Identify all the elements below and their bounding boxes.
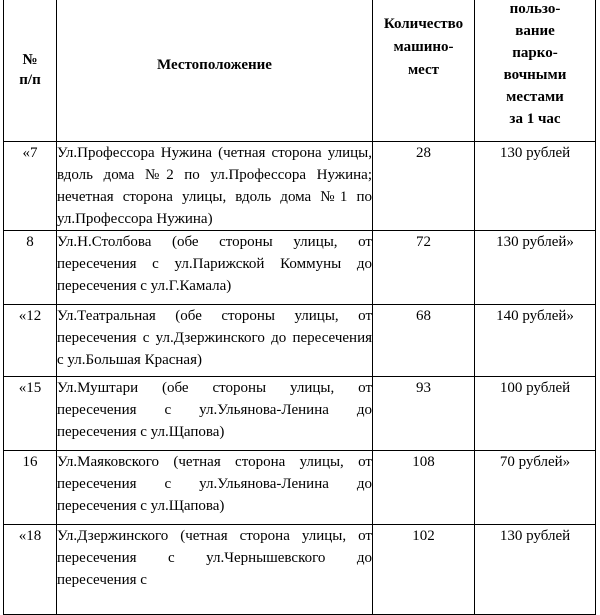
header-quantity-line2: машино- — [393, 39, 454, 55]
header-price-line3: парко- — [512, 45, 558, 61]
header-row — [4, 0, 596, 142]
row-number: 16 — [4, 451, 57, 525]
row-quantity: 68 — [373, 305, 475, 377]
row-location: Ул.Н.Столбова (обе стороны улицы, от пересечения с ул.Парижской Коммуны до пересечения с ул.Г.Камала) — [57, 231, 373, 305]
header-price-line1: пользо- — [509, 1, 561, 17]
row-quantity: 72 — [373, 231, 475, 305]
parking-table — [3, 0, 596, 615]
row-price: 130 рублей — [475, 525, 596, 615]
table-row — [4, 305, 596, 377]
row-price: 130 рублей» — [475, 231, 596, 305]
table-row — [4, 377, 596, 451]
header-number-line2: п/п — [19, 72, 41, 88]
row-quantity: 102 — [373, 525, 475, 615]
row-quantity: 93 — [373, 377, 475, 451]
row-quantity: 28 — [373, 142, 475, 231]
row-location: Ул.Театральная (обе стороны улицы, от пересечения с ул.Дзержинского до пересечения с ул.Большая Красная) — [57, 305, 373, 377]
row-price: 140 рублей» — [475, 305, 596, 377]
row-number: «18 — [4, 525, 57, 615]
header-location-label: Местоположение — [157, 57, 272, 73]
header-quantity — [373, 0, 475, 142]
row-location: Ул.Дзержинского (четная сторона улицы, от пересечения с ул.Чернышевского до пересечения с — [57, 525, 373, 615]
table-row — [4, 525, 596, 615]
row-quantity: 108 — [373, 451, 475, 525]
row-price: 70 рублей» — [475, 451, 596, 525]
header-number — [4, 0, 57, 142]
row-location: Ул.Муштари (обе стороны улицы, от пересечения с ул.Ульянова-Ленина до пересечения с ул.Щапова) — [57, 377, 373, 451]
row-price: 130 рублей — [475, 142, 596, 231]
header-location — [57, 0, 373, 142]
header-number-line1: № — [22, 52, 38, 68]
row-number: «15 — [4, 377, 57, 451]
row-location: Ул.Маяковского (четная сторона улицы, от пересечения с ул.Ульянова-Ленина до пересечения с ул.Щапова) — [57, 451, 373, 525]
header-price-line4: вочными — [503, 67, 567, 83]
header-price — [475, 0, 596, 142]
table-row — [4, 451, 596, 525]
table-row — [4, 231, 596, 305]
header-quantity-line3: мест — [407, 62, 440, 78]
header-price-line6: за 1 час — [509, 111, 561, 127]
header-price-line2: вание — [515, 23, 555, 39]
row-number: 8 — [4, 231, 57, 305]
row-number: «7 — [4, 142, 57, 231]
header-quantity-line1: Количество — [383, 16, 464, 32]
row-location: Ул.Профессора Нужина (четная сторона улицы, вдоль дома №2 по ул.Профессора Нужина; нечетная сторона улицы, вдоль дома №1 по ул.Профессора Нужина) — [57, 142, 373, 231]
table-row — [4, 142, 596, 231]
header-price-line5: местами — [506, 89, 564, 105]
row-price: 100 рублей — [475, 377, 596, 451]
row-number: «12 — [4, 305, 57, 377]
